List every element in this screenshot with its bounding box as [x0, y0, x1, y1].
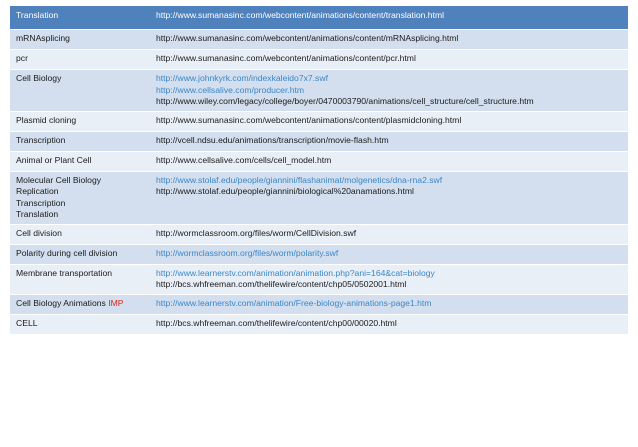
- topic-text: Animal or Plant Cell: [16, 154, 92, 165]
- table-row: [10, 131, 628, 151]
- url-cell: [150, 131, 628, 151]
- url-link[interactable]: http://wormclassroom.org/files/worm/polarity.swf: [156, 247, 339, 258]
- topic-cell: [10, 224, 150, 244]
- table-row: [10, 264, 628, 294]
- topic-cell: [10, 30, 150, 50]
- topic-cell: [10, 131, 150, 151]
- url-link[interactable]: http://bcs.whfreeman.com/thelifewire/content/chp05/0502001.html: [156, 279, 407, 289]
- table-header-row: [10, 6, 628, 30]
- url-cell: [150, 264, 628, 294]
- url-link[interactable]: http://bcs.whfreeman.com/thelifewire/content/chp00/00020.html: [156, 317, 397, 328]
- topic-text: Molecular Cell Biology: [16, 174, 102, 185]
- table-row: [10, 314, 628, 334]
- table-row: [10, 70, 628, 112]
- url-cell: [150, 171, 628, 224]
- topic-text: Cell Biology: [16, 73, 62, 83]
- topic-text: Translation: [16, 10, 59, 20]
- topic-text: Transcription: [16, 134, 66, 145]
- url-link[interactable]: http://www.sumanasinc.com/webcontent/animations/content/plasmidcloning.html: [156, 114, 462, 125]
- topic-text: Replication: [16, 186, 59, 196]
- topic-cell: [10, 70, 150, 112]
- url-cell: [150, 314, 628, 334]
- topic-cell: [10, 264, 150, 294]
- url-link[interactable]: http://www.johnkyrk.com/indexkaleido7x7.swf: [156, 73, 328, 83]
- url-link[interactable]: http://www.sumanasinc.com/webcontent/animations/content/translation.html: [156, 10, 445, 20]
- topic-text: pcr: [16, 53, 28, 63]
- topic-text: Translation: [16, 209, 59, 219]
- url-cell: [150, 70, 628, 112]
- url-link[interactable]: http://vcell.ndsu.edu/animations/transcription/movie-flash.htm: [156, 134, 389, 145]
- url-link[interactable]: http://www.wiley.com/legacy/college/boyer/0470003790/animations/cell_structure/cell_structure.htm: [156, 96, 534, 106]
- topic-text: Cell division: [16, 227, 62, 238]
- table-row: [10, 151, 628, 171]
- url-link[interactable]: http://www.stolaf.edu/people/giannini/biological%20anamations.html: [156, 186, 414, 196]
- table-row: [10, 244, 628, 264]
- topic-text: Cell Biology Animations: [16, 297, 109, 308]
- url-link[interactable]: http://www.learnerstv.com/animation/animation.php?ani=164&cat=biology: [156, 267, 435, 278]
- url-link[interactable]: http://www.cellsalive.com/producer.htm: [156, 84, 305, 95]
- url-cell: [150, 224, 628, 244]
- topic-cell: [10, 171, 150, 224]
- table-row: [10, 294, 628, 314]
- topic-text: Membrane transportation: [16, 267, 113, 278]
- topic-cell: [10, 151, 150, 171]
- topic-text: CELL: [16, 317, 38, 328]
- topic-text: mRNAsplicing: [16, 33, 70, 43]
- topic-cell: [10, 314, 150, 334]
- table-row: [10, 224, 628, 244]
- imp-tag: IMP: [108, 297, 124, 308]
- url-link[interactable]: http://www.sumanasinc.com/webcontent/animations/content/pcr.html: [156, 53, 416, 63]
- topic-cell: [10, 111, 150, 131]
- links-table: [10, 6, 628, 335]
- url-cell: [150, 50, 628, 70]
- url-cell: [150, 111, 628, 131]
- url-cell: [150, 151, 628, 171]
- table-row: [10, 50, 628, 70]
- topic-text: Plasmid cloning: [16, 114, 77, 125]
- url-link[interactable]: http://www.stolaf.edu/people/giannini/flashanimat/molgenetics/dna-rna2.swf: [156, 174, 443, 185]
- table-row: [10, 171, 628, 224]
- topic-cell: [10, 294, 150, 314]
- url-cell: [150, 244, 628, 264]
- url-cell: [150, 30, 628, 50]
- url-link[interactable]: http://www.cellsalive.com/cells/cell_model.htm: [156, 154, 332, 165]
- topic-cell: [10, 244, 150, 264]
- url-cell: [150, 6, 628, 30]
- topic-cell: [10, 50, 150, 70]
- table-row: [10, 30, 628, 50]
- topic-cell: [10, 6, 150, 30]
- url-link[interactable]: http://www.learnerstv.com/animation/Free-biology-animations-page1.htm: [156, 297, 432, 308]
- url-cell: [150, 294, 628, 314]
- url-link[interactable]: http://www.sumanasinc.com/webcontent/animations/content/mRNAsplicing.html: [156, 33, 459, 43]
- url-link[interactable]: http://wormclassroom.org/files/worm/CellDivision.swf: [156, 227, 357, 238]
- topic-text: Transcription: [16, 197, 66, 208]
- table-row: [10, 111, 628, 131]
- topic-text: Polarity during cell division: [16, 247, 118, 258]
